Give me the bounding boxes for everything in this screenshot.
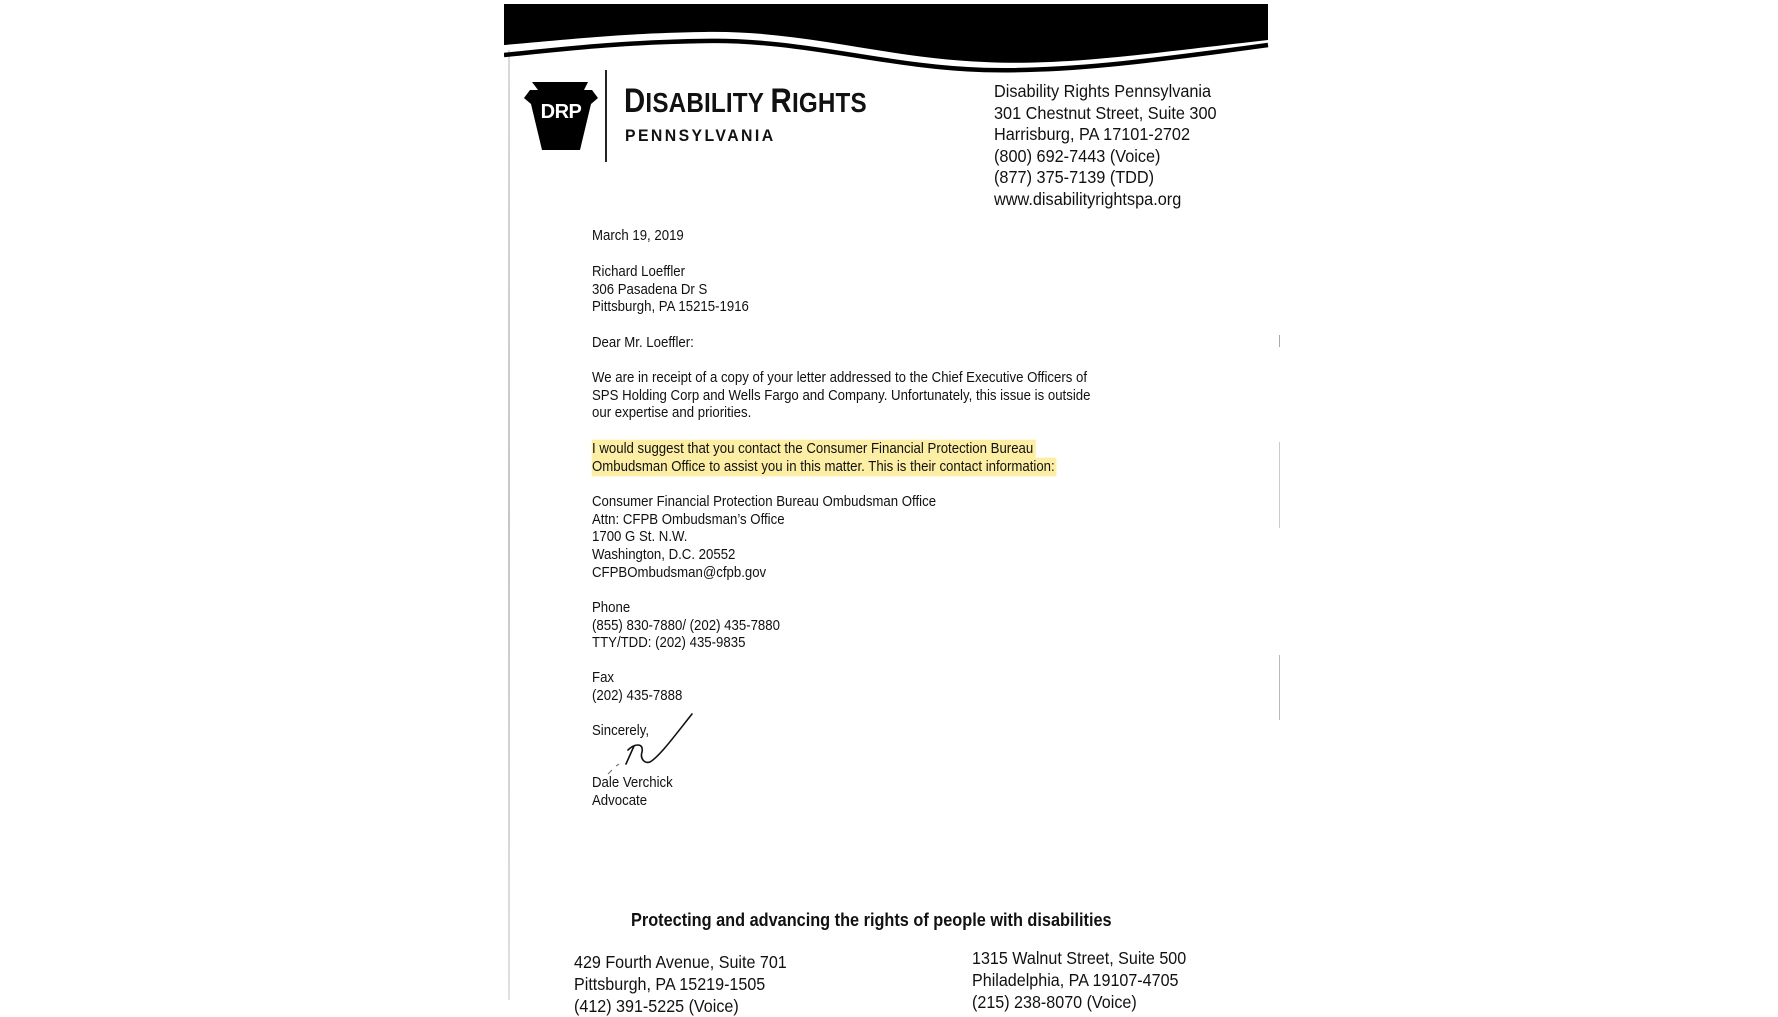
signer-title: Advocate	[592, 792, 648, 809]
highlighted-line: Ombudsman Office to assist you in this matter. This is their contact information:	[592, 458, 1055, 475]
brand-title-part: ISABILITY	[645, 87, 771, 118]
logo-divider	[605, 70, 607, 162]
phone-block	[592, 600, 780, 653]
signer-block	[592, 775, 673, 810]
tty-number: TTY/TDD: (202) 435-9835	[592, 635, 746, 652]
paragraph-line: SPS Holding Corp and Wells Fargo and Company. Unfortunately, this issue is outside	[592, 387, 1091, 404]
office-street: 1315 Walnut Street, Suite 500	[972, 948, 1187, 968]
letter-date: March 19, 2019	[592, 228, 684, 244]
paragraph-line: We are in receipt of a copy of your letter addressed to the Chief Executive Officers of	[592, 370, 1088, 386]
fax-number: (202) 435-7888	[592, 687, 683, 704]
recipient-city: Pittsburgh, PA 15215-1916	[592, 299, 749, 316]
office-city: Philadelphia, PA 19107-4705	[972, 970, 1179, 990]
salutation: Dear Mr. Loeffler:	[592, 335, 694, 351]
header-band-fill	[504, 4, 1268, 63]
paragraph-2-highlighted	[592, 441, 1057, 476]
contact-org: Consumer Financial Protection Bureau Ombudsman Office	[592, 494, 937, 510]
footer-tagline: Protecting and advancing the rights of people with disabilities	[631, 910, 1112, 930]
scan-edge-mark	[1279, 442, 1280, 528]
recipient-street: 306 Pasadena Dr S	[592, 281, 708, 298]
contact-city: Washington, D.C. 20552	[592, 547, 736, 564]
office-phone: (412) 391-5225 (Voice)	[574, 996, 739, 1016]
scan-edge-mark	[1279, 655, 1280, 720]
brand-subtitle: PENNSYLVANIA	[625, 126, 776, 145]
contact-attn: Attn: CFPB Ombudsman’s Office	[592, 511, 785, 528]
phone-numbers: (855) 830-7880/ (202) 435-7880	[592, 617, 780, 634]
scan-edge-mark	[1279, 335, 1280, 347]
brand-title-part: IGHTS	[791, 87, 867, 118]
org-name: Disability Rights Pennsylvania	[994, 81, 1212, 101]
org-tdd-phone: (877) 375-7139 (TDD)	[994, 167, 1155, 188]
pittsburgh-office	[574, 951, 787, 1017]
office-city: Pittsburgh, PA 15219-1505	[574, 974, 766, 994]
closing: Sincerely,	[592, 723, 650, 739]
contact-email: CFPBOmbudsman@cfpb.gov	[592, 564, 767, 581]
phone-label: Phone	[592, 600, 631, 616]
fax-block	[592, 670, 682, 705]
contact-block	[592, 494, 936, 583]
header-wave-band	[504, 4, 1274, 74]
org-address-block	[994, 81, 1217, 211]
org-street: 301 Chestnut Street, Suite 300	[994, 102, 1217, 123]
signer-name: Dale Verchick	[592, 775, 673, 791]
brand-title-initial: D	[624, 82, 646, 120]
recipient-name: Richard Loeffler	[592, 264, 686, 280]
signature-mark	[600, 712, 700, 778]
brand-title	[624, 82, 867, 121]
office-phone: (215) 238-8070 (Voice)	[972, 992, 1137, 1012]
contact-street: 1700 G St. N.W.	[592, 529, 688, 546]
recipient-block	[592, 264, 749, 317]
fax-label: Fax	[592, 670, 615, 686]
highlighted-line: I would suggest that you contact the Consumer Financial Protection Bureau	[592, 441, 1034, 457]
logo-text: DRP	[540, 101, 582, 123]
org-voice-phone: (800) 692-7443 (Voice)	[994, 145, 1161, 166]
brand-title-initial: R	[770, 82, 792, 120]
philadelphia-office	[972, 947, 1186, 1013]
paragraph-line: our expertise and priorities.	[592, 405, 752, 422]
scan-edge-left	[508, 50, 510, 1000]
org-city: Harrisburg, PA 17101-2702	[994, 124, 1191, 145]
org-website: www.disabilityrightspa.org	[994, 188, 1182, 209]
office-street: 429 Fourth Avenue, Suite 701	[574, 952, 787, 972]
paragraph-1	[592, 370, 1090, 423]
